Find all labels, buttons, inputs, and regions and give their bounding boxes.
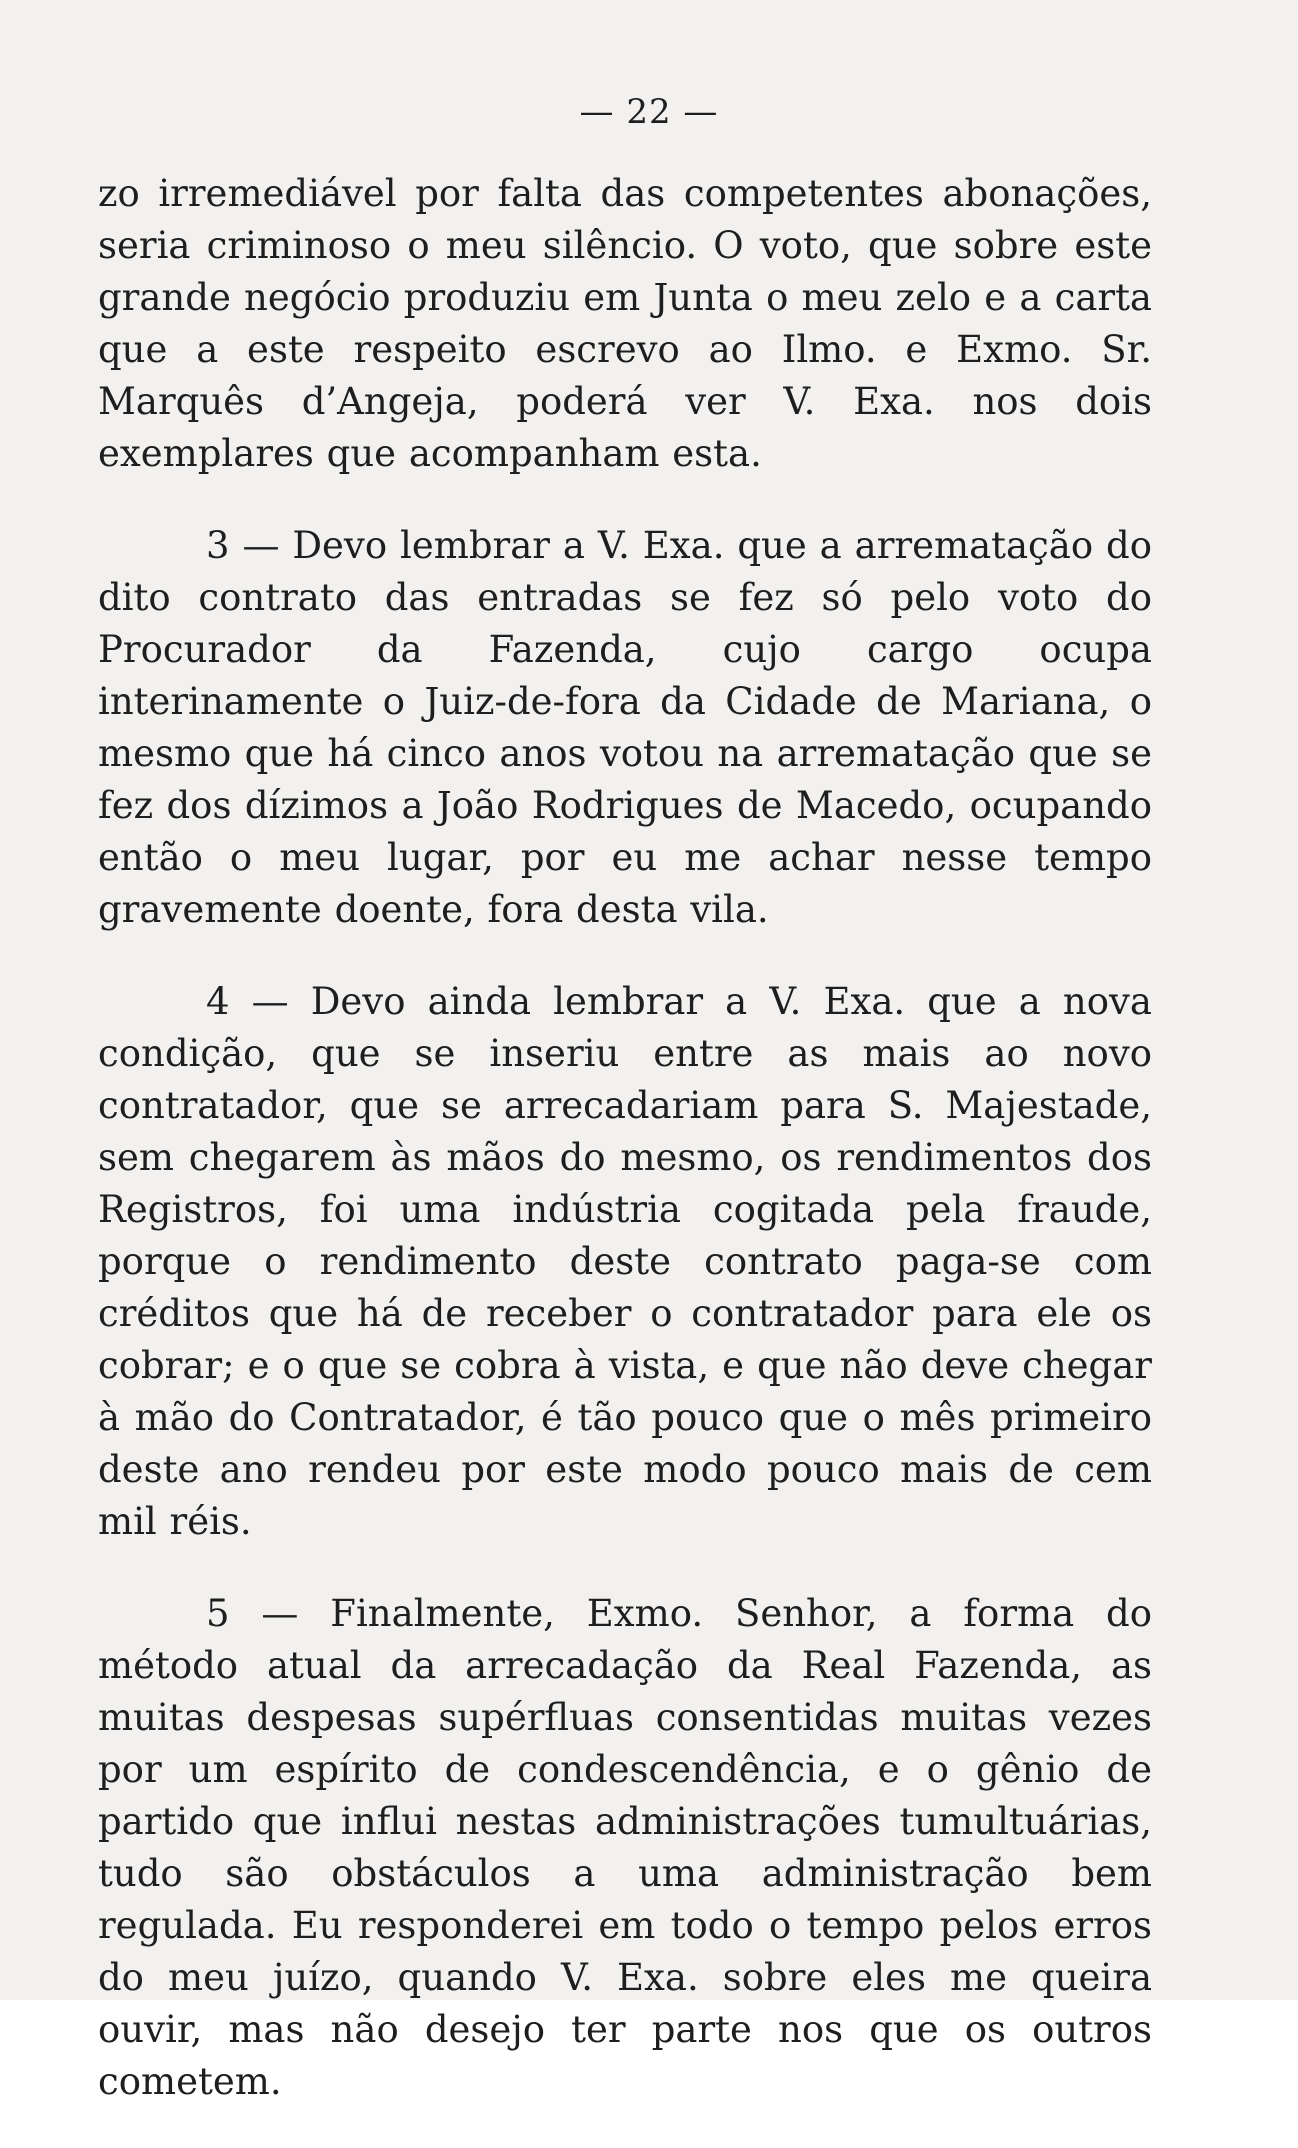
- paragraph-item-5: 5 — Finalmente, Exmo. Senhor, a forma do método atual da arrecadação da Real Fazenda, as muitas despesas supérfluas consentidas muitas vezes por um espírito de condescendência, e o gênio de partido que influi nestas administrações tumultuárias, tudo são obstáculos a uma administração bem regulada. Eu responderei em todo o tempo pelos erros do meu juízo, quando V. Exa. sobre eles me queira ouvir, mas não desejo ter parte nos que os outros cometem.: [98, 1592, 1152, 2103]
- paragraph-continuation: zo irremediável por falta das competentes abonações, seria criminoso o meu silêncio. O voto, que sobre este grande negócio produziu em Junta o meu zelo e a carta que a este respeito escrevo ao Ilmo. e Exmo. Sr. Marquês d’Angeja, poderá ver V. Exa. nos dois exemplares que acompanham esta.: [98, 172, 1152, 475]
- paragraph-item-3: 3 — Devo lembrar a V. Exa. que a arrematação do dito contrato das entradas se fez só pelo voto do Procurador da Fazenda, cujo cargo ocupa interinamente o Juiz-de-fora da Cidade de Mariana, o mesmo que há cinco anos votou na arrematação que se fez dos dízimos a João Rodrigues de Macedo, ocupando então o meu lugar, por eu me achar nesse tempo gravemente doente, fora desta vila.: [98, 524, 1152, 931]
- paragraph-item-4: 4 — Devo ainda lembrar a V. Exa. que a nova condição, que se inseriu entre as mais ao novo contratador, que se arrecadariam para S. Majestade, sem chegarem às mãos do mesmo, os rendimentos dos Registros, foi uma indústria cogitada pela fraude, porque o rendimento deste contrato paga-se com créditos que há de receber o contratador para ele os cobrar; e o que se cobra à vista, e que não deve chegar à mão do Contratador, é tão pouco que o mês primeiro deste ano rendeu por este modo pouco mais de cem mil réis.: [98, 980, 1152, 1543]
- page-number: — 22 —: [579, 92, 719, 132]
- body-text: [98, 168, 1152, 2148]
